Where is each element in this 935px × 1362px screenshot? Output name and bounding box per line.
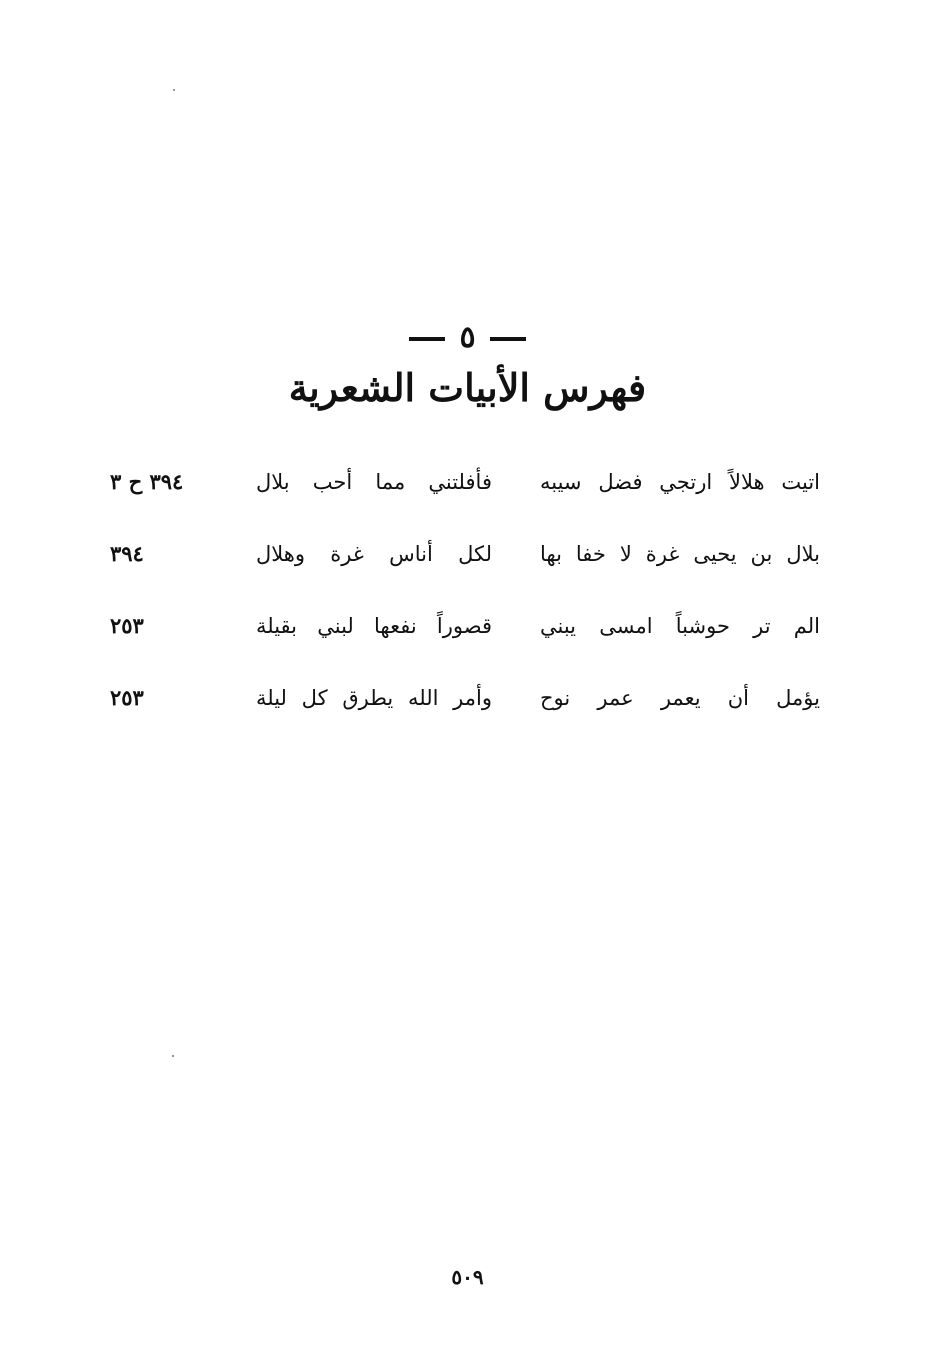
page-reference: ٢٥٣ <box>110 685 144 710</box>
second-hemistich: لكل أناس غرة وهلال <box>256 542 492 566</box>
dash-right <box>490 337 526 341</box>
first-hemistich: بلال بن يحيى غرة لا خفا بها <box>540 542 820 566</box>
section-number-text: ٥ <box>459 320 476 355</box>
verse-row <box>110 606 820 678</box>
section-number <box>0 318 935 358</box>
scan-speck <box>173 89 175 91</box>
first-hemistich: الم تر حوشباً امسى يبني <box>540 614 820 638</box>
verse-row <box>110 534 820 606</box>
verse-row <box>110 462 820 534</box>
page-number: ٥٠٩ <box>451 1265 484 1289</box>
page-reference: ٣٩٤ ح ٣ <box>110 469 184 494</box>
second-hemistich: فأفلتني مما أحب بلال <box>256 470 492 494</box>
first-hemistich: يؤمل أن يعمر عمر نوح <box>540 686 820 710</box>
second-hemistich: وأمر الله يطرق كل ليلة <box>256 686 492 710</box>
dash-left <box>409 337 445 341</box>
page-reference: ٣٩٤ <box>110 541 144 566</box>
page-reference: ٢٥٣ <box>110 613 144 638</box>
scan-speck <box>172 1055 174 1057</box>
second-hemistich: قصوراً نفعها لبني بقيلة <box>256 614 492 638</box>
verse-row <box>110 678 820 750</box>
page-title: فهرس الأبيات الشعرية <box>288 365 647 410</box>
first-hemistich: اتيت هلالاً ارتجي فضل سيبه <box>540 470 820 494</box>
verse-index-list <box>110 462 820 750</box>
